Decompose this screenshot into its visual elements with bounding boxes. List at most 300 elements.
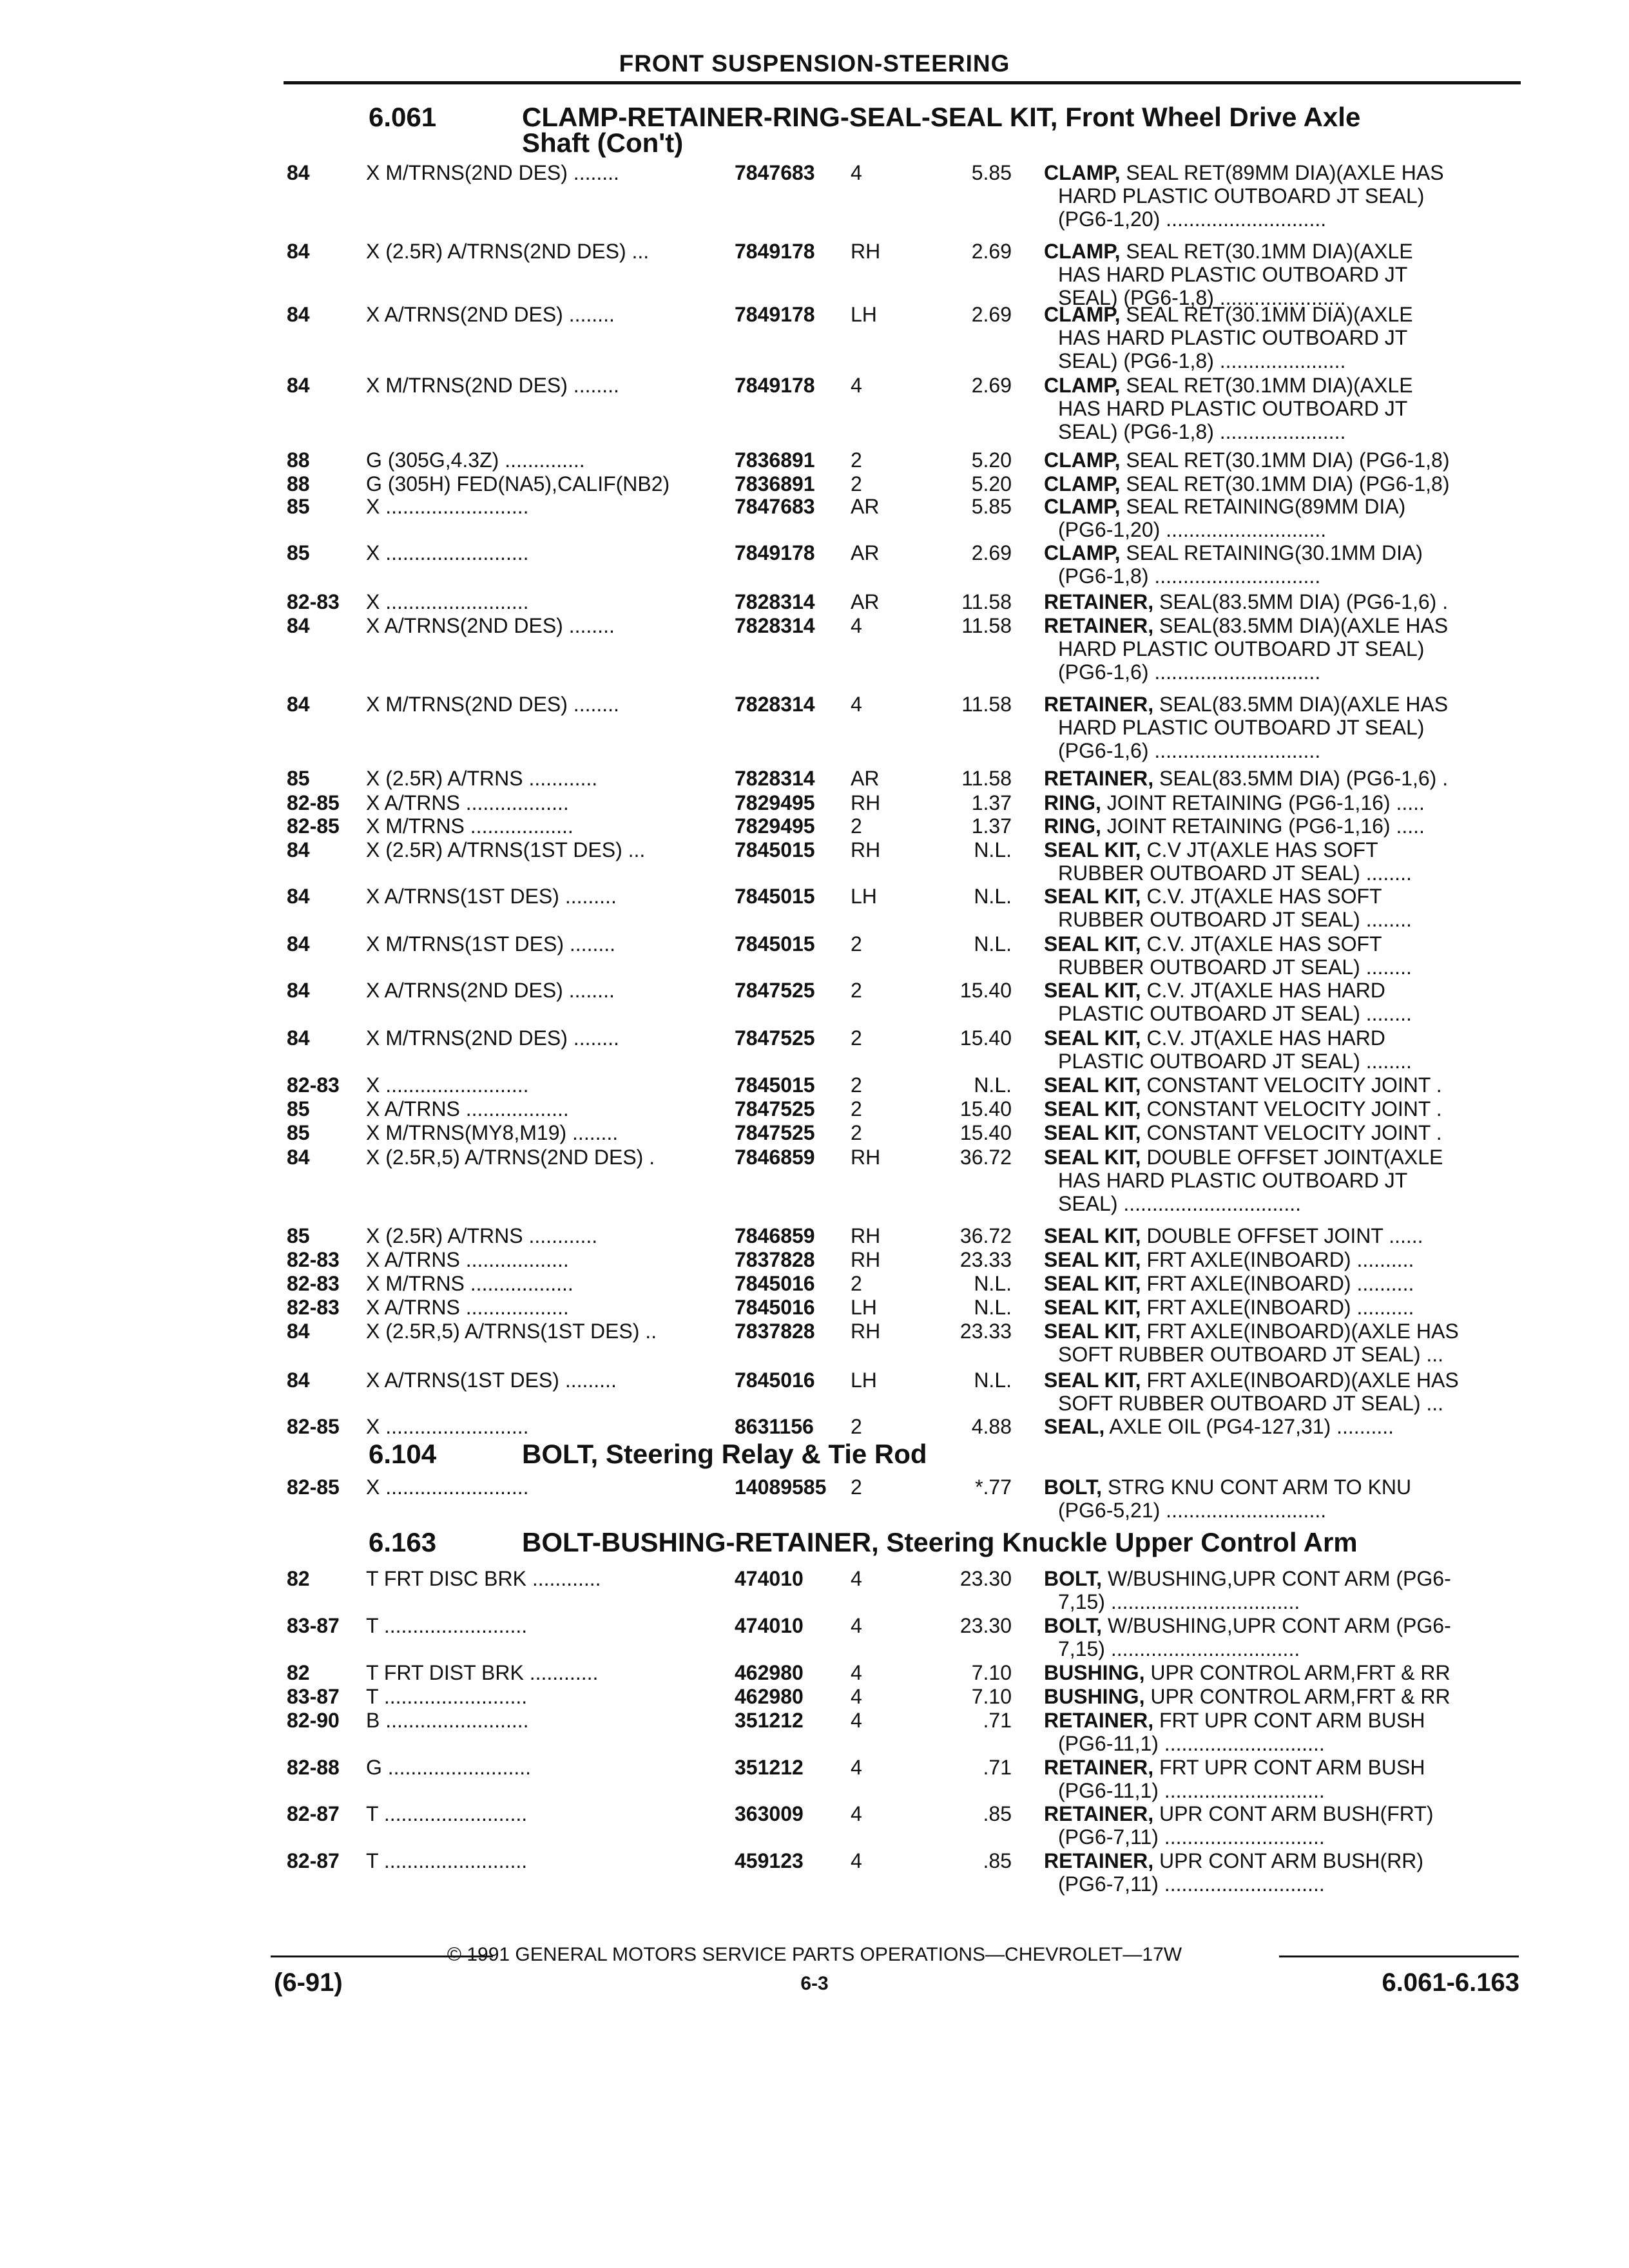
model-year: 84 (287, 1026, 310, 1050)
description-line (1044, 1296, 1514, 1319)
price: 36.72 (959, 1224, 1012, 1247)
model-year: 84 (287, 303, 310, 326)
price: 11.58 (961, 693, 1012, 716)
description-text: FRT UPR CONT ARM BUSH (1153, 1709, 1425, 1732)
description-text: SEAL RET(30.1MM DIA) (PG6-1,8) (1120, 448, 1450, 472)
part-keyword: BOLT, (1044, 1567, 1103, 1590)
application: X M/TRNS(2ND DES) ........ (366, 161, 619, 184)
description (1044, 1685, 1514, 1708)
description-line (1044, 1709, 1514, 1732)
model-year: 84 (287, 240, 310, 263)
description (1044, 495, 1514, 541)
description-line (1044, 1415, 1514, 1438)
part-keyword: CLAMP, (1044, 472, 1121, 495)
part-keyword: RING, (1044, 791, 1101, 814)
description (1044, 814, 1514, 838)
description-line (1044, 374, 1514, 397)
quantity: AR (851, 495, 880, 518)
quantity: 4 (851, 1756, 862, 1779)
model-year: 88 (287, 472, 310, 495)
model-year: 82-87 (287, 1849, 340, 1872)
application: X A/TRNS .................. (366, 1097, 569, 1120)
description-line (1044, 1849, 1514, 1872)
description-text: DOUBLE OFFSET JOINT(AXLE (1141, 1146, 1443, 1169)
quantity: 4 (851, 693, 862, 716)
price: 11.58 (961, 614, 1012, 637)
part-number: 7828314 (735, 693, 815, 716)
application: X A/TRNS .................. (366, 1296, 569, 1319)
part-keyword: RING, (1044, 814, 1101, 838)
price: .71 (983, 1756, 1012, 1779)
price: 1.37 (971, 814, 1012, 838)
part-keyword: RETAINER, (1044, 590, 1154, 613)
application: X M/TRNS(2ND DES) ........ (366, 693, 619, 716)
description-text: SEAL RET(30.1MM DIA) (PG6-1,8) (1120, 472, 1450, 495)
description-line (1044, 814, 1514, 838)
description (1044, 767, 1514, 790)
application: X (2.5R) A/TRNS(2ND DES) ... (366, 240, 650, 263)
model-year: 82-85 (287, 1475, 340, 1499)
quantity: RH (851, 240, 881, 263)
application: X A/TRNS .................. (366, 791, 569, 814)
model-year: 82-88 (287, 1756, 340, 1779)
quantity: 2 (851, 472, 862, 495)
part-keyword: CLAMP, (1044, 495, 1121, 518)
application: T ......................... (366, 1802, 528, 1825)
part-keyword: BOLT, (1044, 1475, 1103, 1499)
description-line (1044, 1224, 1514, 1247)
description-text: UPR CONTROL ARM,FRT & RR (1144, 1685, 1451, 1708)
description-text: UPR CONTROL ARM,FRT & RR (1144, 1661, 1451, 1684)
description-line (1044, 1802, 1514, 1825)
application: G (305G,4.3Z) .............. (366, 448, 585, 472)
description-line: PLASTIC OUTBOARD JT SEAL) ........ (1058, 1002, 1412, 1025)
description (1044, 1709, 1514, 1755)
quantity: RH (851, 791, 881, 814)
description-text: AXLE OIL (PG4-127,31) .......... (1104, 1415, 1394, 1438)
description-text: SEAL(83.5MM DIA)(AXLE HAS (1153, 614, 1449, 637)
price: N.L. (974, 885, 1012, 908)
part-number: 7845016 (735, 1369, 815, 1392)
part-keyword: RETAINER, (1044, 1802, 1154, 1825)
description-text: DOUBLE OFFSET JOINT ...... (1141, 1224, 1423, 1247)
model-year: 82-90 (287, 1709, 340, 1732)
description (1044, 161, 1514, 231)
model-year: 84 (287, 1146, 310, 1169)
application: X ......................... (366, 495, 529, 518)
part-number: 7828314 (735, 767, 815, 790)
quantity: 4 (851, 374, 862, 397)
description-line (1044, 1661, 1514, 1684)
quantity: AR (851, 541, 880, 564)
application: X M/TRNS(1ST DES) ........ (366, 932, 616, 956)
description (1044, 979, 1514, 1025)
description (1044, 1146, 1514, 1215)
quantity: 4 (851, 614, 862, 637)
part-keyword: SEAL KIT, (1044, 1224, 1141, 1247)
price: 5.85 (971, 495, 1012, 518)
part-keyword: SEAL KIT, (1044, 979, 1141, 1002)
description (1044, 374, 1514, 443)
part-number: 7849178 (735, 240, 815, 263)
price: 2.69 (971, 303, 1012, 326)
quantity: LH (851, 1369, 877, 1392)
application: T FRT DIST BRK ............ (366, 1661, 599, 1684)
model-year: 84 (287, 374, 310, 397)
application: X (2.5R,5) A/TRNS(2ND DES) . (366, 1146, 655, 1169)
part-number: 7828314 (735, 590, 815, 613)
description-line: (PG6-7,11) ............................ (1058, 1872, 1325, 1896)
description (1044, 541, 1514, 588)
part-number: 7845015 (735, 1073, 815, 1097)
application: T ......................... (366, 1849, 528, 1872)
part-keyword: SEAL, (1044, 1415, 1105, 1438)
description-line (1044, 1026, 1514, 1050)
part-keyword: SEAL KIT, (1044, 1296, 1141, 1319)
quantity: 2 (851, 1121, 862, 1144)
part-number: 14089585 (735, 1475, 827, 1499)
price: 2.69 (971, 541, 1012, 564)
price: N.L. (974, 1296, 1012, 1319)
page-header-title: FRONT SUSPENSION-STEERING (619, 50, 1010, 77)
part-number: 7845015 (735, 885, 815, 908)
description (1044, 614, 1514, 684)
description (1044, 1296, 1514, 1319)
quantity: 2 (851, 1475, 862, 1499)
price: 5.20 (971, 448, 1012, 472)
description-line (1044, 1272, 1514, 1295)
model-year: 82-85 (287, 1415, 340, 1438)
part-number: 7846859 (735, 1224, 815, 1247)
part-number: 8631156 (735, 1415, 814, 1438)
part-number: 7836891 (735, 472, 815, 495)
description (1044, 1756, 1514, 1802)
part-keyword: SEAL KIT, (1044, 1146, 1141, 1169)
part-number: 7845016 (735, 1296, 815, 1319)
description-line: 7,15) ................................. (1058, 1637, 1300, 1660)
part-keyword: RETAINER, (1044, 1849, 1154, 1872)
model-year: 82-83 (287, 1248, 340, 1271)
description-line: (PG6-11,1) ............................ (1058, 1779, 1325, 1802)
application: T ......................... (366, 1614, 528, 1637)
description-text: C.V. JT(AXLE HAS SOFT (1141, 932, 1382, 956)
quantity: 4 (851, 1567, 862, 1590)
part-number: 7837828 (735, 1248, 815, 1271)
part-number: 7845015 (735, 838, 815, 861)
description (1044, 1415, 1514, 1438)
part-keyword: RETAINER, (1044, 1709, 1154, 1732)
model-year: 82 (287, 1567, 310, 1590)
part-number: 7849178 (735, 541, 815, 564)
quantity: LH (851, 303, 877, 326)
description-text: C.V JT(AXLE HAS SOFT (1141, 838, 1378, 861)
part-keyword: CLAMP, (1044, 161, 1121, 184)
application: X A/TRNS(1ST DES) ......... (366, 1369, 617, 1392)
description (1044, 1661, 1514, 1684)
price: 5.85 (971, 161, 1012, 184)
part-keyword: CLAMP, (1044, 303, 1121, 326)
description-line (1044, 1369, 1514, 1392)
description-line: SEAL) (PG6-1,8) ...................... (1058, 420, 1346, 443)
description (1044, 885, 1514, 931)
application: X A/TRNS(2ND DES) ........ (366, 303, 615, 326)
description-line (1044, 614, 1514, 637)
price: N.L. (974, 1272, 1012, 1295)
description-line: (PG6-1,20) ............................ (1058, 207, 1327, 231)
price: 1.37 (971, 791, 1012, 814)
part-number: 7837828 (735, 1320, 815, 1343)
model-year: 88 (287, 448, 310, 472)
description (1044, 1248, 1514, 1271)
description (1044, 590, 1514, 613)
description-text: C.V. JT(AXLE HAS SOFT (1141, 885, 1382, 908)
description (1044, 1121, 1514, 1144)
price: N.L. (974, 932, 1012, 956)
description-line: HAS HARD PLASTIC OUTBOARD JT (1058, 397, 1408, 420)
price: 36.72 (959, 1146, 1012, 1169)
description-text: CONSTANT VELOCITY JOINT . (1141, 1097, 1442, 1120)
description-line (1044, 1475, 1514, 1499)
application: X A/TRNS .................. (366, 1248, 569, 1271)
part-number: 7828314 (735, 614, 815, 637)
part-number: 462980 (735, 1661, 804, 1684)
description-line: HAS HARD PLASTIC OUTBOARD JT (1058, 1169, 1408, 1192)
price: *.77 (975, 1475, 1012, 1499)
quantity: 2 (851, 932, 862, 956)
description-line (1044, 1121, 1514, 1144)
part-keyword: SEAL KIT, (1044, 1369, 1141, 1392)
description-line (1044, 1614, 1514, 1637)
model-year: 84 (287, 1320, 310, 1343)
model-year: 82-85 (287, 791, 340, 814)
description-line: (PG6-1,6) ............................. (1058, 660, 1321, 684)
model-year: 85 (287, 495, 310, 518)
description-line: 7,15) ................................. (1058, 1590, 1300, 1613)
quantity: 2 (851, 448, 862, 472)
quantity: RH (851, 1320, 881, 1343)
description-text: FRT AXLE(INBOARD) .......... (1141, 1296, 1414, 1319)
description (1044, 1073, 1514, 1097)
price: 7.10 (971, 1661, 1012, 1684)
footer-copyright: © 1991 GENERAL MOTORS SERVICE PARTS OPERATIONS—CHEVROLET—17W (447, 1944, 1182, 1965)
description (1044, 1224, 1514, 1247)
description-text: SEAL(83.5MM DIA) (PG6-1,6) . (1153, 767, 1449, 790)
price: 15.40 (959, 1121, 1012, 1144)
description-line: (PG6-1,20) ............................ (1058, 518, 1327, 541)
description-text: SEAL RETAINING(89MM DIA) (1120, 495, 1406, 518)
description (1044, 791, 1514, 814)
part-keyword: SEAL KIT, (1044, 1073, 1141, 1097)
description-line: (PG6-7,11) ............................ (1058, 1825, 1325, 1849)
application: B ......................... (366, 1709, 529, 1732)
description-line: HARD PLASTIC OUTBOARD JT SEAL) (1058, 716, 1425, 739)
model-year: 82 (287, 1661, 310, 1684)
description (1044, 693, 1514, 762)
quantity: 4 (851, 1802, 862, 1825)
application: G (305H) FED(NA5),CALIF(NB2) (366, 472, 670, 495)
part-number: 7849178 (735, 374, 815, 397)
description (1044, 472, 1514, 495)
price: .85 (983, 1802, 1012, 1825)
part-number: 7849178 (735, 303, 815, 326)
description-text: SEAL RET(89MM DIA)(AXLE HAS (1120, 161, 1444, 184)
description-text: FRT AXLE(INBOARD) .......... (1141, 1248, 1414, 1271)
description-text: UPR CONT ARM BUSH(FRT) (1153, 1802, 1434, 1825)
description (1044, 240, 1514, 309)
part-number: 7847683 (735, 495, 815, 518)
quantity: 4 (851, 1614, 862, 1637)
model-year: 84 (287, 161, 310, 184)
model-year: 82-87 (287, 1802, 340, 1825)
description-text: SEAL RET(30.1MM DIA)(AXLE (1120, 240, 1413, 263)
part-number: 462980 (735, 1685, 804, 1708)
description-text: JOINT RETAINING (PG6-1,16) ..... (1101, 791, 1425, 814)
quantity: RH (851, 1248, 881, 1271)
quantity: 2 (851, 1097, 862, 1120)
part-number: 7846859 (735, 1146, 815, 1169)
application: X M/TRNS(2ND DES) ........ (366, 374, 619, 397)
quantity: 2 (851, 1415, 862, 1438)
part-keyword: SEAL KIT, (1044, 838, 1141, 861)
price: 4.88 (971, 1415, 1012, 1438)
description (1044, 1567, 1514, 1613)
description-line (1044, 1248, 1514, 1271)
section-number: 6.061 (369, 102, 437, 132)
quantity: LH (851, 885, 877, 908)
description-line (1044, 693, 1514, 716)
part-number: 351212 (735, 1756, 804, 1779)
price: 11.58 (961, 590, 1012, 613)
section-title: BOLT-BUSHING-RETAINER, Steering Knuckle Upper Control Arm (522, 1527, 1358, 1557)
price: 23.30 (959, 1567, 1012, 1590)
part-keyword: BUSHING, (1044, 1661, 1145, 1684)
part-keyword: CLAMP, (1044, 541, 1121, 564)
description-line: RUBBER OUTBOARD JT SEAL) ........ (1058, 861, 1412, 885)
application: X ......................... (366, 1073, 529, 1097)
price: 7.10 (971, 1685, 1012, 1708)
description-line (1044, 1756, 1514, 1779)
application: X M/TRNS(2ND DES) ........ (366, 1026, 619, 1050)
description-text: STRG KNU CONT ARM TO KNU (1102, 1475, 1412, 1499)
description-line: (PG6-1,6) ............................. (1058, 739, 1321, 762)
part-keyword: CLAMP, (1044, 448, 1121, 472)
quantity: AR (851, 767, 880, 790)
model-year: 83-87 (287, 1685, 340, 1708)
part-number: 459123 (735, 1849, 804, 1872)
description-line: RUBBER OUTBOARD JT SEAL) ........ (1058, 908, 1412, 931)
part-number: 7845016 (735, 1272, 815, 1295)
price: 23.33 (959, 1248, 1012, 1271)
description-line (1044, 885, 1514, 908)
model-year: 85 (287, 1224, 310, 1247)
section-number: 6.104 (369, 1439, 437, 1469)
description-text: SEAL RET(30.1MM DIA)(AXLE (1120, 374, 1413, 397)
description-line (1044, 838, 1514, 861)
description (1044, 1849, 1514, 1896)
part-keyword: SEAL KIT, (1044, 932, 1141, 956)
footer-section-range: 6.061-6.163 (1382, 1968, 1519, 1997)
part-number: 7847525 (735, 1097, 815, 1120)
model-year: 85 (287, 541, 310, 564)
description-text: C.V. JT(AXLE HAS HARD (1141, 1026, 1385, 1050)
description (1044, 448, 1514, 472)
description (1044, 1802, 1514, 1849)
description-line (1044, 303, 1514, 326)
description-line (1044, 541, 1514, 564)
quantity: 2 (851, 1026, 862, 1050)
application: X (2.5R,5) A/TRNS(1ST DES) .. (366, 1320, 657, 1343)
quantity: 4 (851, 1685, 862, 1708)
part-keyword: RETAINER, (1044, 614, 1154, 637)
model-year: 84 (287, 932, 310, 956)
model-year: 82-83 (287, 590, 340, 613)
application: X ......................... (366, 1475, 529, 1499)
price: 15.40 (959, 979, 1012, 1002)
price: 5.20 (971, 472, 1012, 495)
quantity: 2 (851, 814, 862, 838)
part-keyword: SEAL KIT, (1044, 1272, 1141, 1295)
quantity: 4 (851, 1709, 862, 1732)
part-keyword: SEAL KIT, (1044, 885, 1141, 908)
part-keyword: SEAL KIT, (1044, 1121, 1141, 1144)
description-text: SEAL(83.5MM DIA)(AXLE HAS (1153, 693, 1449, 716)
quantity: 4 (851, 1849, 862, 1872)
part-keyword: BUSHING, (1044, 1685, 1145, 1708)
quantity: AR (851, 590, 880, 613)
price: 2.69 (971, 374, 1012, 397)
part-number: 7847683 (735, 161, 815, 184)
description-line (1044, 495, 1514, 518)
footer-page-number: 6-3 (800, 1973, 829, 1994)
application: X A/TRNS(2ND DES) ........ (366, 979, 615, 1002)
description-text: CONSTANT VELOCITY JOINT . (1141, 1121, 1442, 1144)
application: X ......................... (366, 541, 529, 564)
footer-date: (6-91) (274, 1968, 343, 1997)
part-keyword: RETAINER, (1044, 693, 1154, 716)
description-text: FRT AXLE(INBOARD)(AXLE HAS (1141, 1369, 1459, 1392)
description-text: W/BUSHING,UPR CONT ARM (PG6- (1102, 1567, 1451, 1590)
part-number: 7847525 (735, 979, 815, 1002)
description (1044, 1475, 1514, 1522)
description-line: SEAL) (PG6-1,8) ...................... (1058, 286, 1346, 309)
price: N.L. (974, 838, 1012, 861)
model-year: 84 (287, 693, 310, 716)
section-title: CLAMP-RETAINER-RING-SEAL-SEAL KIT, Front Wheel Drive Axle (522, 102, 1361, 132)
price: .85 (983, 1849, 1012, 1872)
application: X (2.5R) A/TRNS ............ (366, 767, 598, 790)
price: N.L. (974, 1369, 1012, 1392)
part-keyword: BOLT, (1044, 1614, 1103, 1637)
application: T ......................... (366, 1685, 528, 1708)
description-line: PLASTIC OUTBOARD JT SEAL) ........ (1058, 1050, 1412, 1073)
model-year: 84 (287, 979, 310, 1002)
description-text: W/BUSHING,UPR CONT ARM (PG6- (1102, 1614, 1451, 1637)
application: X A/TRNS(2ND DES) ........ (366, 614, 615, 637)
quantity: 4 (851, 1661, 862, 1684)
description-line: HARD PLASTIC OUTBOARD JT SEAL) (1058, 184, 1425, 207)
description-line (1044, 791, 1514, 814)
description-text: FRT UPR CONT ARM BUSH (1153, 1756, 1425, 1779)
model-year: 82-85 (287, 814, 340, 838)
model-year: 84 (287, 614, 310, 637)
part-keyword: CLAMP, (1044, 374, 1121, 397)
description-line (1044, 240, 1514, 263)
description-line (1044, 472, 1514, 495)
application: X ......................... (366, 1415, 529, 1438)
description (1044, 1320, 1514, 1366)
application: G ......................... (366, 1756, 532, 1779)
description (1044, 1026, 1514, 1073)
